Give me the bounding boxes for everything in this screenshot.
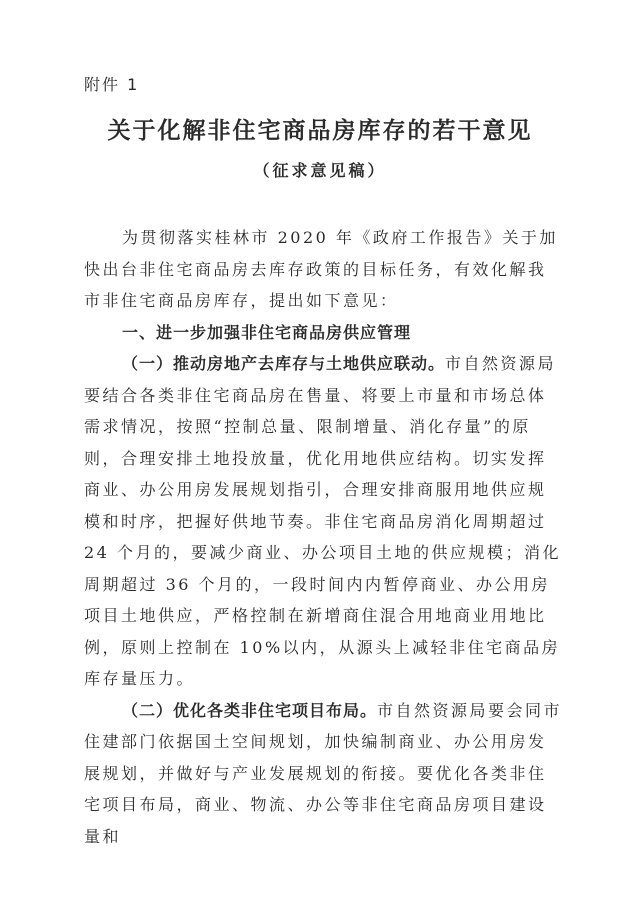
item-1-lead: （一）推动房地产去库存与土地供应联动。 bbox=[122, 354, 446, 373]
item-1-text: 市自然资源局要结合各类非住宅商品房在售量、将要上市量和市场总体需求情况，按照“控制总量、限制增量、消化存量”的原则，合理安排土地投放量，优化用地供应结构。切实发挥商业、办公用房发展规划指引，合理安排商服用地供应规模和时序，把握好供地节奏。非住宅商品房消化周期超过 24 个月的，要减少商业、办公项目土地的供应规模；消化周期超过 36 个月的，一段时间内内暂停商业、办公用房项目土地供应，严格控制在新增商住混合用地商业用地比例，原则上控制在 10%以内，从源头上减轻非住宅商品房库存量压力。 bbox=[84, 354, 561, 688]
item-2-paragraph bbox=[84, 695, 564, 853]
document-subtitle: （征求意见稿） bbox=[253, 161, 387, 180]
document-body bbox=[84, 222, 564, 852]
item-2-text: 市自然资源局要会同市住建部门依据国土空间规划，加快编制商业、办公用房发展规划，并做好与产业发展规划的衔接。要优化各类非住宅项目布局，商业、物流、办公等非住宅商品房项目建设量和 bbox=[84, 700, 563, 846]
item-2-lead: （二）优化各类非住宅项目布局。 bbox=[122, 700, 378, 720]
intro-paragraph: 为贯彻落实桂林市 2020 年《政府工作报告》关于加快出台非住宅商品房去库存政策的目标任务，有效化解我市非住宅商品房库存，提出如下意见： bbox=[84, 228, 558, 310]
section-1-heading: 一、进一步加强非住宅商品房供应管理 bbox=[122, 322, 412, 342]
attachment-label: 附件 1 bbox=[84, 75, 140, 94]
item-1-paragraph bbox=[84, 348, 564, 695]
document-title: 关于化解非住宅商品房库存的若干意见 bbox=[107, 118, 533, 144]
